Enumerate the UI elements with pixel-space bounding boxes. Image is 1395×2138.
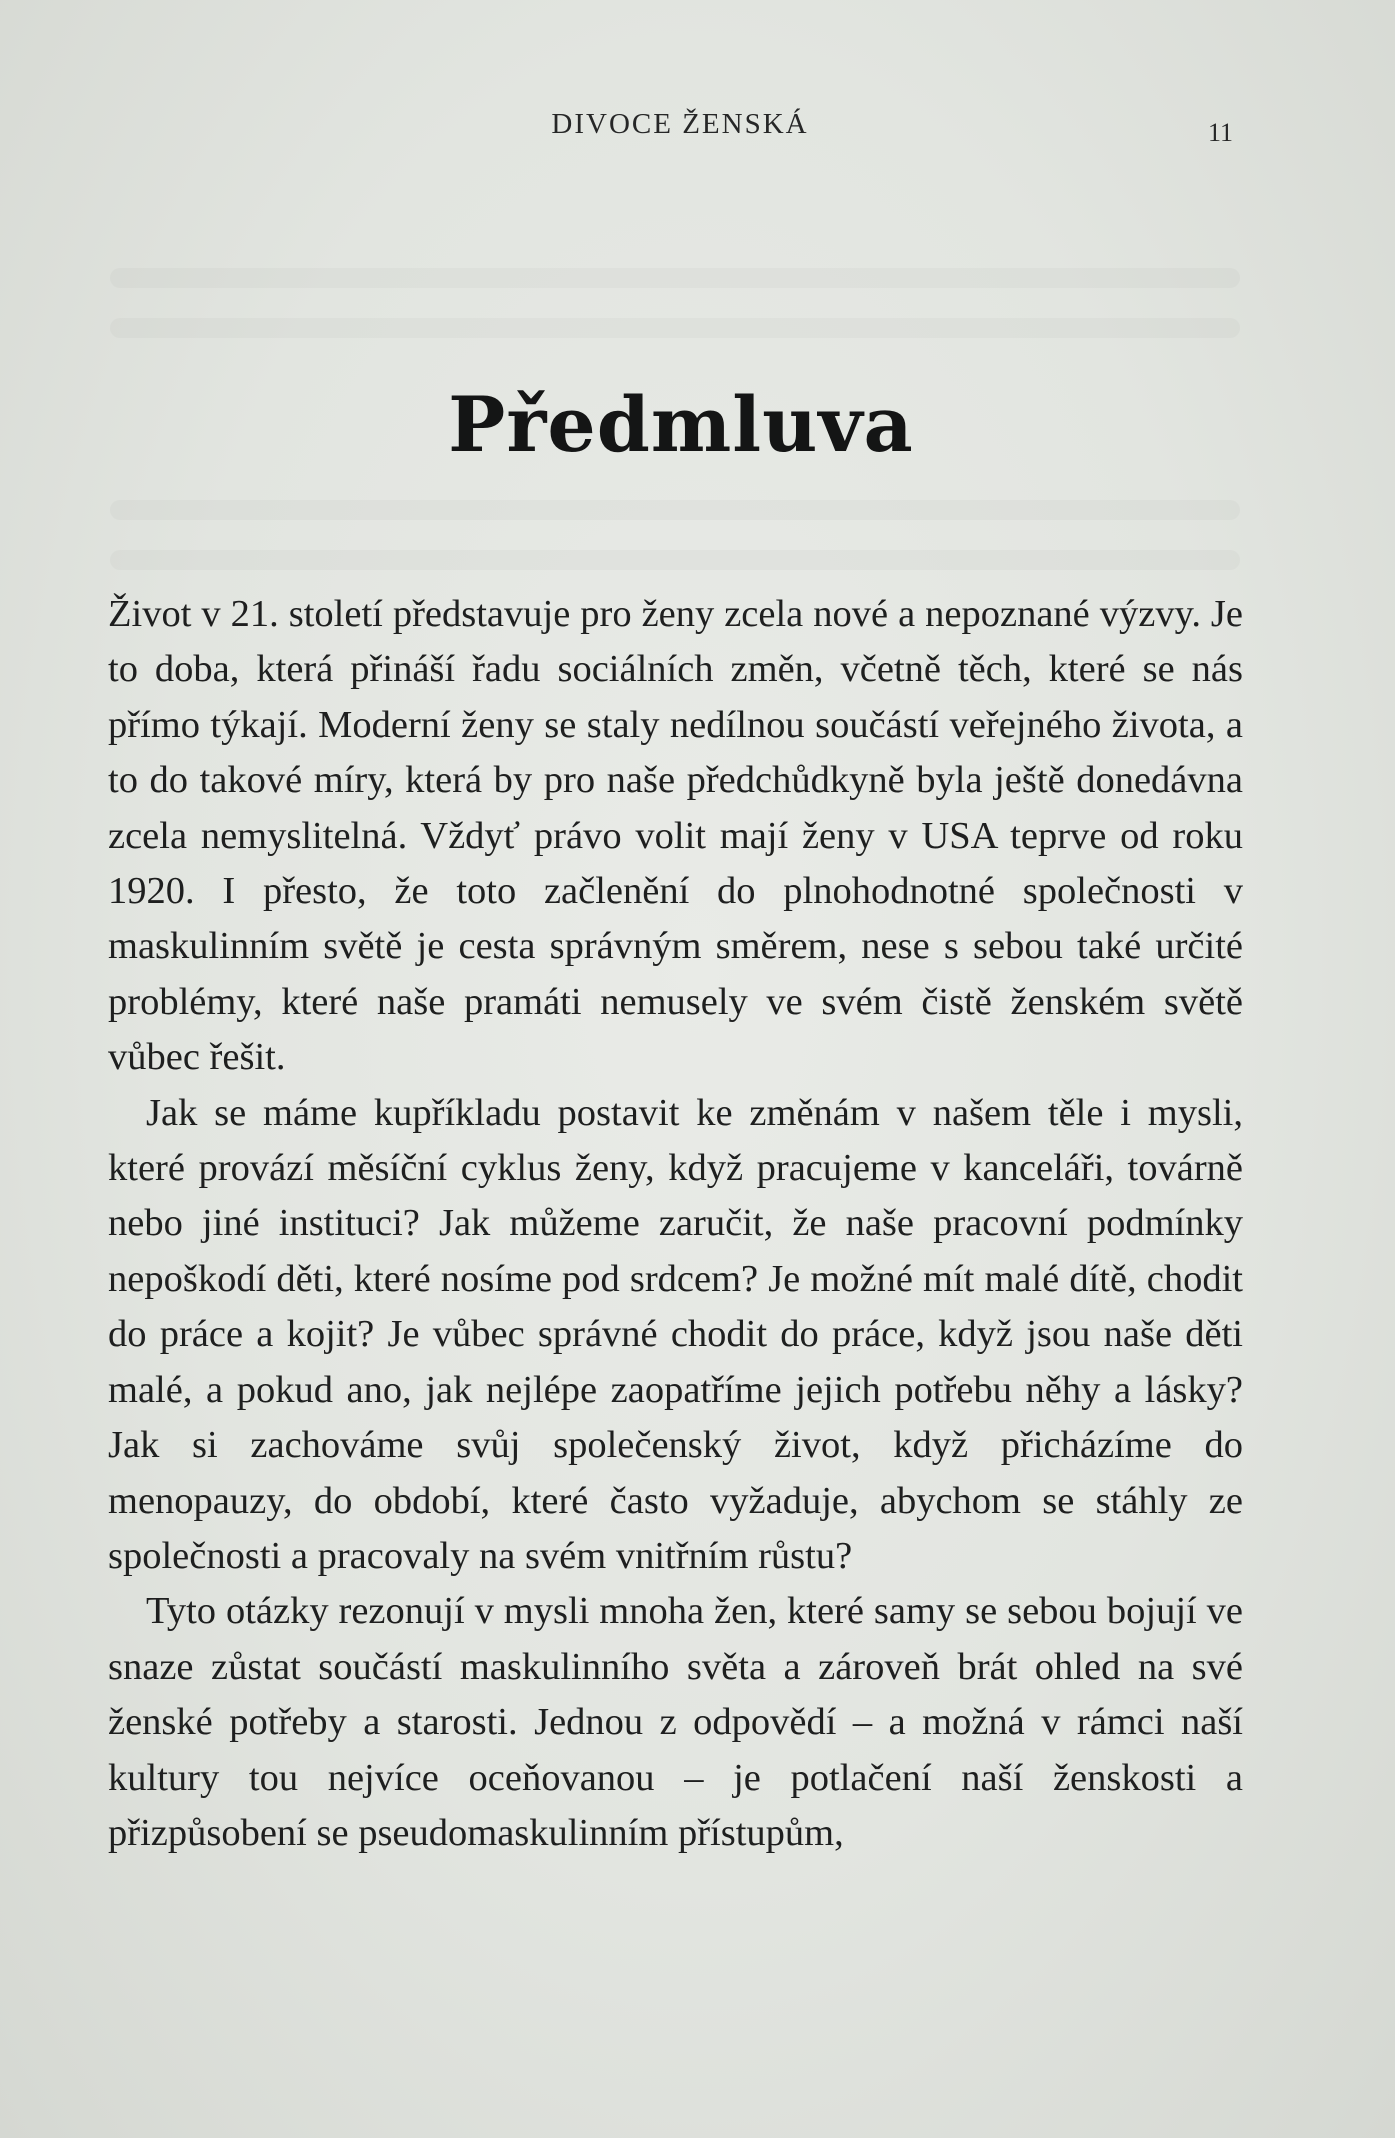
running-head: DIVOCE ŽENSKÁ <box>551 108 809 140</box>
show-through-shadow <box>110 318 1240 338</box>
show-through-shadow <box>110 268 1240 288</box>
page-number: 11 <box>1208 118 1234 147</box>
chapter-title: Předmluva <box>448 380 914 469</box>
show-through-shadow <box>110 500 1240 520</box>
body-text <box>108 587 1243 1861</box>
show-through-shadow <box>110 550 1240 570</box>
paragraph: Život v 21. století představuje pro ženy zcela nové a nepoznané výzvy. Je to doba, která přináší řadu sociálních změn, včetně těch, které se nás přímo týkají. Moderní ženy se staly nedílnou součástí veřejného života, a to do takové míry, která by pro naše předchůdkyně byla ještě donedávna zcela nemyslitelná. Vždyť právo volit mají ženy v USA teprve od roku 1920. I přesto, že toto začlenění do plnohodnotné společnosti v maskulinním světě je cesta správným směrem, nese s sebou také určité problémy, které naše pramáti nemusely ve svém čistě ženském světě vůbec řešit. <box>108 593 1243 1079</box>
paragraph: Jak se máme kupříkladu postavit ke změnám v našem těle i mysli, které provází měsíční cyklus ženy, když pracujeme v kanceláři, továrně nebo jiné instituci? Jak můžeme zaručit, že naše pracovní podmínky nepoškodí děti, které nosíme pod srdcem? Je možné mít malé dítě, chodit do práce a kojit? Je vůbec správné chodit do práce, když jsou naše děti malé, a pokud ano, jak nejlépe zaopatříme jejich potřebu něhy a lásky? Jak si zachováme svůj společenský život, když přicházíme do menopauzy, do období, které často vyžaduje, abychom se stáhly ze společnosti a pracovaly na svém vnitřním růstu? <box>108 1091 1243 1577</box>
paragraph: Tyto otázky rezonují v mysli mnoha žen, které samy se sebou bojují ve snaze zůstat součástí maskulinního světa a zároveň brát ohled na své ženské potřeby a starosti. Jednou z odpovědí – a možná v rámci naší kultury tou nejvíce oceňovanou – je potlačení naší ženskosti a přizpůsobení se pseudomaskulinním přístupům, <box>108 1590 1243 1854</box>
